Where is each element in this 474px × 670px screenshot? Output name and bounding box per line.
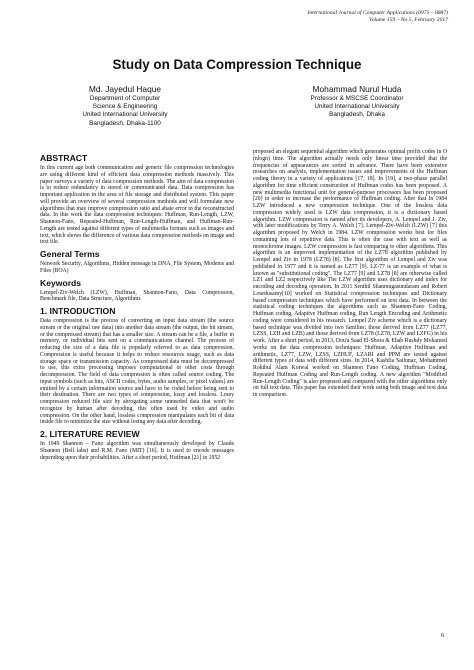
author-affiliation-line: Science & Engineering [92,103,158,111]
abstract-heading: ABSTRACT [40,153,88,163]
general-terms-text: Network Security, Algorithms, Hidden message in DNA, File System, Modems and Files (BOA) [40,261,234,274]
left-column [40,153,234,461]
page-number: 6 [441,633,444,639]
author-affiliation-line: Bangladesh, Dhaka [329,111,385,119]
introduction-heading: 1. INTRODUCTION [40,306,116,316]
literature-review-heading: 2. LITERATURE REVIEW [40,429,140,439]
author-affiliation-line: Professor & MSCSE Coordinator [310,95,404,102]
journal-name: International Journal of Computer Applications (0975 – 8887) [307,10,448,16]
journal-header [307,10,448,24]
author-block-2 [262,84,452,120]
paper-title: Study on Data Compression Technique [112,57,362,72]
author-name: Md. Jayedul Haque [88,84,162,94]
literature-review-continued-text: proposed an elegant sequential algorithm which generates optimal prefix codes in O (nlogn) time. The algorithm actually needs only linear time provided that the frequencies of appearances are sorted in advance. There have been extensive researches on analysis, implementation issues and improvements of the Huffman coding theory in a variety of applications [17, 18]. In [19], a two-phase parallel algorithm for time efficient construction of Huffman codes has been proposed. A new multimedia functional unit for general-purpose processors has been proposed [20] in order to increase the performance of Huffman coding. After that In 1984 LZW introduced a new compression technique. One of the lossless data compression widely used is LZW data compression, it is a dictionary based algorithm. LZW compression is named after its developers, A. Lempel and J. Ziv, with later modifications by Terry A. Welch [7]. Lempel-Ziv-Welch (LZW) [7] this algorithm proposed by Welch in 1984. LZW compression works best for files containing lots of repetitive data. This is often the case with text as well as monochrome images. LZW compression is fast comparing to other algorithms. This algorithm is an improved implementation of the LZ78 algorithm published by Lempel and Ziv in 1978 (LZ78) [8]. The first algorithm of Lempel and Ziv was published in 1977 and it is named as LZ77 [9]. LZ-77 is an example of what is known as "substitutional coding". The LZ77 [9] and LZ78 [8] are otherwise called LZ1 and LZ2 respectively like The LZW algorithm uses dictionary and index for encoding and decoding operation. In 2011 Senthil Shanmugasundaram and Robert Lourdusamy[10] worked on Statistical compression techniques and Dictionary based compression techniques which have performed on text data. In between the statistical coding techniques the algorithms such as Shannon-Fano Coding, Huffman coding, Adaptive Huffman coding, Run Length Encoding and Arithmetic coding were considered in his research. Lempel Ziv scheme which is a dictionary based technique was divided into two families: those derived from LZ77 (LZ77, LZSS, LZH and LZB) and those derived from LZ78 (LZ78, LZW and LZFG) in his work. After a short period, in 2013, Dou'a Saad El-Shora & Ehab Rushdy Mohamed works on the data compression techniques: Huffman, Adaptive Huffman and arithmetic, LZ77, LZW, LZSS, LZHUF, LZARI and PPM are tested against different types of data with different sizes. In 2014, Kashfia Sailunaz, Mohammed Rokibul Alam Kotwal worked on Shannon Fano Coding, Huffman Coding, Repeated Huffman Coding and Run-Length coding. A new algorithm "Modified Run-Length Coding" is also proposed and compared with the other algorithms only on full text data. This paper has extended their work using both image and text data in comparison. [253,149,447,398]
author-block-1 [40,84,210,128]
abstract-text: In this current age both communication and generic file compression technologies are using different kind of efficient data compression methods massively. This paper surveys a variety of data compression methods. The aim of data compression is to reduce redundancy in stored or communicated data. Data compression has important application in the area of file storage and distributed system. This paper will provide an overview of several compression methods and will formulate new algorithms that may improve compression ratio and abate error in the reconstructed data. In this work the data compression techniques: Huffman, Run-Length, LZW, Shannon-Fano, Repeated-Huffman, Run-Length-Huffman, and Huffman-Run-Length are tested against different types of multimedia formats such as images and text, which shows the difference of various data compression methods on image and text file. [40,165,234,246]
literature-review-text: In 1949 Shannon – Fano algorithm was simultaneously developed by Claude Shannon (Bell labs) and R.M. Fano (MIT) [16]. It is used to encode messages depending upon their probabilities. After a short period, Huffman [21] in 1952 [40,441,234,461]
author-affiliation-line: United International University [314,103,400,111]
journal-volume: Volume 159 – No 5, February 2017 [368,17,448,23]
author-name: Mohammad Nurul Huda [312,84,402,94]
author-affiliation-line: Department of Computer [89,95,161,102]
author-affiliation-line: United International University [82,111,168,119]
keywords-text: Lempel-Ziv-Welch (LZW), Huffman, Shannon-Fano, Data Compression, Benchmark file, Data Structure, Algorithms [40,289,234,303]
keywords-heading: Keywords [40,277,82,288]
introduction-text: Data compression is the process of converting an input data stream (the source stream or the original raw data) into another data stream (the output, the bit stream, or the compressed stream) that has a smaller size. A stream can be a file, a buffer in memory, or individual bits sent on a communications channel. The process of reducing the size of a data file is popularly referred to as data compression. Compression is useful because it helps to reduce resources usage, such as data storage space or transmission capacity. As compressed data must be decompressed to use, this extra processing imposes computational or other costs through decompression. The field of data compression is often called source coding. The input symbols (such as bits, ASCII codes, bytes, audio samples, or pixel values) are emitted by a certain information source and have to be coded before being sent to their destination. There are two types of compression, lossy and lossless. Lossy compression reduced file size by abrogating some unneeded data that won't be recognize by human after decoding, this often used by video and audio compression. On the other hand, lossless compression manipulates each bit of data inside file to minimize the size without losing any data after decoding. [40,318,234,426]
general-terms-heading: General Terms [40,249,100,259]
right-column [253,149,447,399]
author-affiliation-line: Bangladesh, Dhaka-1100 [89,119,161,127]
